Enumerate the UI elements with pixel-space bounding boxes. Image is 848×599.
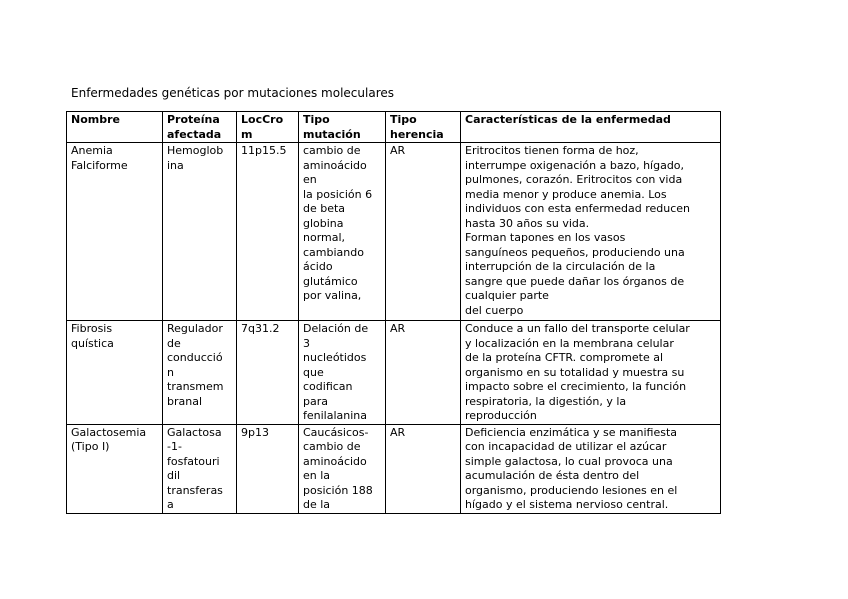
cell-text-line: conducció (167, 351, 223, 364)
cell-text-line: herencia (390, 127, 444, 141)
cell-loccrom (237, 143, 299, 321)
cell-text-line: Hemoglob (167, 144, 224, 157)
cell-text-line: Anemia (71, 144, 113, 157)
cell-text-line: Eritrocitos tienen forma de hoz, (465, 144, 639, 157)
cell-text-line: ácido (303, 260, 333, 273)
table-row-fibrosis-quistica (67, 321, 721, 425)
cell-text-line: Tipo (303, 113, 330, 126)
cell-text-line: Delación de (303, 322, 369, 335)
cell-text-line: fenilalanina (303, 409, 368, 422)
cell-text-line: aminoácido (303, 158, 367, 172)
cell-text-line: 7q31.2 (241, 322, 280, 335)
table-row-galactosemia (67, 424, 721, 513)
cell-text-line: pulmones, corazón. Eritrocitos con vida (465, 173, 683, 186)
cell-text-line: acumulación de ésta dentro del (465, 469, 640, 482)
cell-text-line: hasta 30 años su vida. (465, 216, 590, 230)
cell-tipo-herencia (386, 143, 461, 321)
cell-text-line: de la (303, 498, 331, 511)
cell-text-line: nucleótidos (303, 351, 367, 364)
cell-proteina (163, 321, 237, 425)
cell-text-line: Deficiencia enzimática y se manifiesta (465, 425, 677, 439)
cell-text-line: 3 (303, 336, 310, 350)
cell-text-line: cambio de (303, 440, 361, 453)
cell-text-line: AR (390, 425, 406, 439)
cell-caracteristicas (461, 143, 721, 321)
table-row-anemia-falciforme (67, 143, 721, 321)
cell-text-line: respiratoria, la digestión, y la (465, 394, 627, 408)
cell-text-line: Tipo (390, 113, 417, 126)
cell-text-line: Nombre (71, 113, 120, 126)
cell-text-line: glutámico (303, 274, 358, 288)
cell-text-line: en la (303, 469, 331, 482)
cell-text-line: m (241, 127, 253, 141)
header-proteina (163, 112, 237, 143)
cell-text-line: codifican (303, 380, 353, 393)
cell-text-line: hígado y el sistema nervioso central. (465, 498, 669, 511)
header-loccrom (237, 112, 299, 143)
cell-proteina (163, 424, 237, 513)
cell-text-line: sanguíneos pequeños, produciendo una (465, 245, 685, 259)
cell-text-line: simple galactosa, lo cual provoca una (465, 454, 673, 468)
cell-text-line: organismo en su totalidad y muestra su (465, 365, 685, 379)
cell-text-line: LocCro (241, 113, 284, 126)
cell-text-line: globina (303, 216, 344, 230)
cell-text-line: Galactosemia (71, 425, 147, 439)
cell-text-line: y localización en la membrana celular (465, 336, 674, 350)
cell-text-line: Fibrosis (71, 322, 113, 335)
cell-text-line: (Tipo I) (71, 440, 110, 453)
cell-caracteristicas (461, 321, 721, 425)
cell-proteina (163, 143, 237, 321)
cell-text-line: de la proteína CFTR. compromete al (465, 351, 663, 364)
cell-text-line: interrumpe oxigenación a bazo, hígado, (465, 158, 685, 172)
cell-text-line: organismo, produciendo lesiones en el (465, 483, 678, 497)
cell-caracteristicas (461, 424, 721, 513)
cell-text-line: cambiando (303, 245, 364, 259)
cell-text-line: de beta (303, 202, 346, 215)
cell-text-line: Galactosa (167, 425, 222, 439)
cell-text-line: cambio de (303, 144, 361, 157)
cell-text-line: media menor y produce anemia. Los (465, 187, 667, 201)
cell-nombre (67, 321, 163, 425)
cell-text-line: que (303, 365, 324, 379)
cell-text-line: individuos con esta enfermedad reducen (465, 202, 691, 215)
cell-nombre (67, 424, 163, 513)
cell-text-line: n (167, 365, 174, 379)
cell-text-line: transmem (167, 380, 224, 393)
header-caracteristicas (461, 112, 721, 143)
cell-nombre (67, 143, 163, 321)
cell-text-line: Caucásicos- (303, 425, 369, 439)
cell-text-line: impacto sobre el crecimiento, la función (465, 380, 687, 393)
cell-text-line: Conduce a un fallo del transporte celular (465, 322, 690, 335)
cell-tipo-mutacion (299, 321, 386, 425)
cell-text-line: mutación (303, 127, 361, 141)
cell-tipo-mutacion (299, 424, 386, 513)
cell-loccrom (237, 424, 299, 513)
cell-text-line: sangre que puede dañar los órganos de (465, 274, 685, 288)
cell-tipo-herencia (386, 321, 461, 425)
cell-text-line: Falciforme (71, 158, 128, 172)
cell-text-line: ina (167, 158, 184, 172)
cell-text-line: Características de la enfermedad (465, 113, 671, 126)
cell-text-line: afectada (167, 127, 222, 141)
cell-text-line: 9p13 (241, 425, 269, 439)
cell-text-line: dil (167, 469, 181, 482)
cell-text-line: Regulador (167, 322, 223, 335)
cell-text-line: -1- (167, 440, 182, 453)
cell-text-line: 11p15.5 (241, 144, 287, 157)
table-header-row (67, 112, 721, 143)
cell-text-line: por valina, (303, 289, 362, 302)
cell-text-line: posición 188 (303, 483, 373, 497)
cell-tipo-mutacion (299, 143, 386, 321)
document-title: Enfermedades genéticas por mutaciones moleculares (71, 86, 395, 100)
header-nombre (67, 112, 163, 143)
cell-text-line: Forman tapones en los vasos (465, 231, 626, 244)
cell-loccrom (237, 321, 299, 425)
cell-text-line: AR (390, 144, 406, 157)
cell-text-line: a (167, 498, 174, 511)
cell-text-line: AR (390, 322, 406, 335)
genetic-diseases-table (66, 111, 721, 514)
cell-text-line: interrupción de la circulación de la (465, 260, 656, 273)
cell-text-line: Proteína (167, 113, 220, 126)
header-tipo-mutacion (299, 112, 386, 143)
cell-text-line: branal (167, 394, 203, 408)
cell-text-line: en (303, 173, 317, 186)
cell-text-line: del cuerpo (465, 303, 524, 317)
cell-text-line: aminoácido (303, 454, 367, 468)
cell-text-line: la posición 6 (303, 187, 373, 201)
cell-text-line: normal, (303, 231, 346, 244)
cell-text-line: cualquier parte (465, 289, 549, 302)
cell-text-line: con incapacidad de utilizar el azúcar (465, 440, 667, 453)
cell-text-line: reproducción (465, 409, 537, 422)
cell-tipo-herencia (386, 424, 461, 513)
cell-text-line: transferas (167, 483, 223, 497)
cell-text-line: fosfatouri (167, 454, 220, 468)
cell-text-line: de (167, 336, 181, 350)
cell-text-line: quística (71, 336, 114, 350)
cell-text-line: para (303, 394, 328, 408)
header-tipo-herencia (386, 112, 461, 143)
